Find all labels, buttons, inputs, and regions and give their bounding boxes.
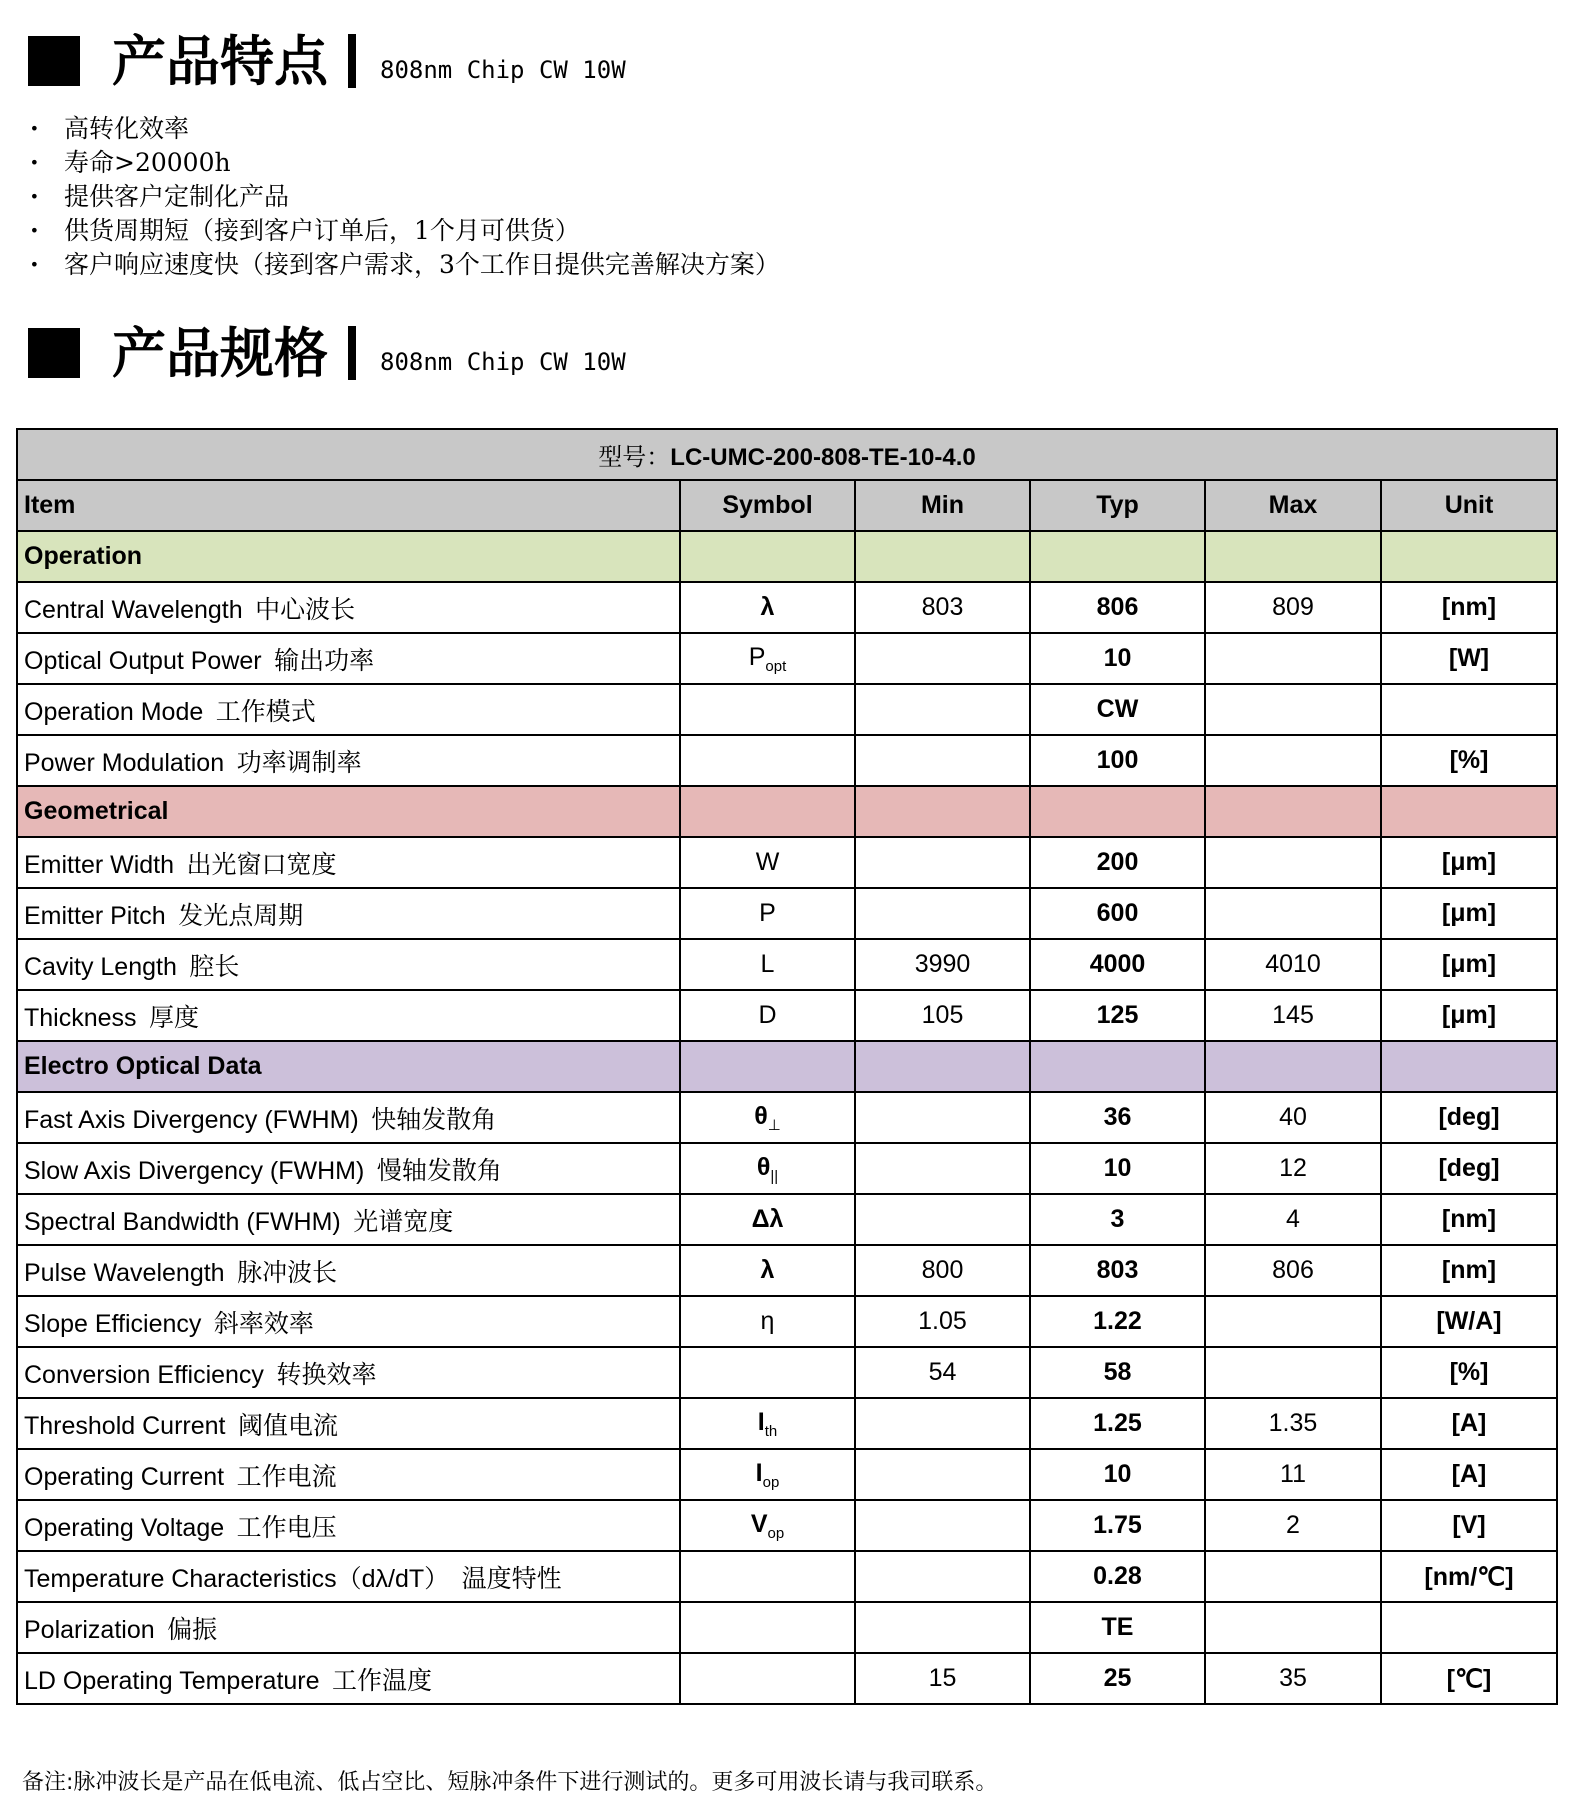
spec-row	[17, 1398, 1557, 1449]
title-divider	[348, 326, 356, 380]
min-cell: 803	[855, 582, 1030, 633]
typ-cell: 4000	[1030, 939, 1205, 990]
category-filler-cell	[1381, 786, 1557, 837]
spec-row	[17, 633, 1557, 684]
unit-cell	[1381, 1602, 1557, 1653]
item-name-zh: 工作模式	[215, 696, 316, 726]
item-name-en: Threshold Current	[24, 1411, 226, 1440]
max-cell	[1205, 888, 1381, 939]
unit-cell: [deg]	[1381, 1092, 1557, 1143]
symbol-subscript: ⊥	[767, 1116, 781, 1134]
symbol-cell	[680, 633, 855, 684]
item-name-zh: 温度特性	[461, 1563, 562, 1593]
min-cell	[855, 1143, 1030, 1194]
item-name-en: Operation Mode	[24, 697, 204, 726]
item-cell	[17, 837, 680, 888]
symbol-cell	[680, 1398, 855, 1449]
max-cell: 4010	[1205, 939, 1381, 990]
item-name-en: Operating Current	[24, 1462, 225, 1491]
unit-cell: [W]	[1381, 633, 1557, 684]
typ-cell: 10	[1030, 633, 1205, 684]
category-filler-cell	[855, 786, 1030, 837]
symbol-subscript: opt	[765, 657, 787, 675]
max-cell: 4	[1205, 1194, 1381, 1245]
max-cell	[1205, 837, 1381, 888]
typ-cell: 1.25	[1030, 1398, 1205, 1449]
category-filler-cell	[855, 531, 1030, 582]
category-filler-cell	[1205, 1041, 1381, 1092]
max-cell	[1205, 684, 1381, 735]
symbol-subscript: op	[762, 1473, 780, 1491]
footnote: 备注:脉冲波长是产品在低电流、低占空比、短脉冲条件下进行测试的。更多可用波长请与我司联系。	[22, 1770, 998, 1795]
item-name-en: Emitter Pitch	[24, 901, 166, 930]
max-cell: 40	[1205, 1092, 1381, 1143]
spec-row	[17, 1347, 1557, 1398]
spec-row	[17, 1449, 1557, 1500]
black-square-icon	[28, 36, 80, 86]
unit-cell: [nm]	[1381, 582, 1557, 633]
spec-row	[17, 1092, 1557, 1143]
item-cell	[17, 1449, 680, 1500]
typ-cell: 125	[1030, 990, 1205, 1041]
item-cell	[17, 1347, 680, 1398]
symbol-main: I	[755, 1458, 763, 1487]
symbol-cell	[680, 684, 855, 735]
symbol-cell	[680, 939, 855, 990]
unit-cell: [nm]	[1381, 1245, 1557, 1296]
max-cell: 2	[1205, 1500, 1381, 1551]
item-name-zh: 功率调制率	[236, 747, 362, 777]
item-name-en: LD Operating Temperature	[24, 1666, 320, 1695]
typ-cell: CW	[1030, 684, 1205, 735]
item-cell	[17, 633, 680, 684]
item-cell	[17, 735, 680, 786]
category-row	[17, 786, 1557, 837]
spec-row	[17, 1296, 1557, 1347]
symbol-cell	[680, 582, 855, 633]
item-name-zh: 工作电流	[236, 1461, 337, 1491]
max-cell: 35	[1205, 1653, 1381, 1704]
unit-cell: [μm]	[1381, 837, 1557, 888]
category-row	[17, 531, 1557, 582]
unit-cell: [nm]	[1381, 1194, 1557, 1245]
model-value: LC-UMC-200-808-TE-10-4.0	[670, 444, 976, 471]
features-list	[28, 112, 780, 282]
black-square-icon	[28, 328, 80, 378]
spec-row	[17, 1602, 1557, 1653]
item-name-en: Operating Voltage	[24, 1513, 225, 1542]
item-name-en: Pulse Wavelength	[24, 1258, 225, 1287]
item-name-en: Central Wavelength	[24, 595, 243, 624]
unit-cell: [μm]	[1381, 888, 1557, 939]
typ-cell: 1.22	[1030, 1296, 1205, 1347]
min-cell: 105	[855, 990, 1030, 1041]
unit-cell: [%]	[1381, 735, 1557, 786]
category-label: Geometrical	[17, 786, 680, 837]
symbol-subscript: th	[764, 1422, 778, 1440]
features-subtitle: 808nm Chip CW 10W	[380, 56, 626, 84]
model-label: 型号：	[598, 443, 671, 471]
max-cell	[1205, 735, 1381, 786]
item-cell	[17, 1500, 680, 1551]
unit-cell: [%]	[1381, 1347, 1557, 1398]
category-filler-cell	[1381, 531, 1557, 582]
min-cell: 800	[855, 1245, 1030, 1296]
category-filler-cell	[1030, 786, 1205, 837]
item-name-zh: 转换效率	[276, 1359, 377, 1389]
symbol-main: θ	[754, 1101, 768, 1130]
symbol-cell	[680, 1194, 855, 1245]
symbol-cell	[680, 1449, 855, 1500]
header-symbol: Symbol	[680, 480, 855, 531]
max-cell	[1205, 1551, 1381, 1602]
item-name-zh: 斜率效率	[213, 1308, 314, 1338]
symbol-main: P	[748, 642, 766, 671]
spec-row	[17, 684, 1557, 735]
symbol-main: λ	[760, 593, 775, 621]
symbol-cell	[680, 1296, 855, 1347]
min-cell	[855, 1500, 1030, 1551]
typ-cell: 100	[1030, 735, 1205, 786]
spec-table-body	[17, 531, 1557, 1704]
spec-title: 产品规格	[112, 321, 328, 385]
symbol-cell	[680, 735, 855, 786]
min-cell	[855, 684, 1030, 735]
typ-cell: 1.75	[1030, 1500, 1205, 1551]
item-name-zh: 工作电压	[236, 1512, 337, 1542]
min-cell: 1.05	[855, 1296, 1030, 1347]
spec-subtitle: 808nm Chip CW 10W	[380, 348, 626, 376]
item-cell	[17, 1653, 680, 1704]
category-filler-cell	[1030, 531, 1205, 582]
symbol-cell	[680, 1551, 855, 1602]
unit-cell: [nm/℃]	[1381, 1551, 1557, 1602]
symbol-cell	[680, 990, 855, 1041]
item-name-zh: 中心波长	[255, 594, 356, 624]
category-filler-cell	[1205, 786, 1381, 837]
max-cell	[1205, 633, 1381, 684]
item-name-en: Slope Efficiency	[24, 1309, 202, 1338]
min-cell	[855, 633, 1030, 684]
min-cell	[855, 1602, 1030, 1653]
item-name-en: Conversion Efficiency	[24, 1360, 264, 1389]
item-cell	[17, 1245, 680, 1296]
unit-cell: [V]	[1381, 1500, 1557, 1551]
symbol-main: D	[758, 1001, 777, 1029]
model-row	[17, 429, 1557, 480]
unit-cell: [μm]	[1381, 939, 1557, 990]
feature-item: · 寿命>20000h	[28, 146, 780, 180]
min-cell: 54	[855, 1347, 1030, 1398]
symbol-cell	[680, 837, 855, 888]
max-cell: 145	[1205, 990, 1381, 1041]
item-name-en: Power Modulation	[24, 748, 225, 777]
category-filler-cell	[680, 1041, 855, 1092]
spec-row	[17, 837, 1557, 888]
item-cell	[17, 939, 680, 990]
unit-cell: [A]	[1381, 1398, 1557, 1449]
unit-cell	[1381, 684, 1557, 735]
spec-row	[17, 1194, 1557, 1245]
typ-cell: 10	[1030, 1449, 1205, 1500]
category-filler-cell	[680, 531, 855, 582]
typ-cell: TE	[1030, 1602, 1205, 1653]
item-name-zh: 脉冲波长	[237, 1257, 338, 1287]
item-cell	[17, 1092, 680, 1143]
unit-cell: [W/A]	[1381, 1296, 1557, 1347]
symbol-main: Δλ	[751, 1205, 784, 1233]
symbol-main: W	[755, 848, 780, 876]
unit-cell: [℃]	[1381, 1653, 1557, 1704]
category-filler-cell	[1205, 531, 1381, 582]
item-name-en: Slow Axis Divergency (FWHM)	[24, 1156, 365, 1185]
unit-cell: [A]	[1381, 1449, 1557, 1500]
spec-table	[16, 428, 1558, 1705]
typ-cell: 25	[1030, 1653, 1205, 1704]
typ-cell: 803	[1030, 1245, 1205, 1296]
item-name-zh: 发光点周期	[178, 900, 304, 930]
symbol-cell	[680, 888, 855, 939]
item-cell	[17, 684, 680, 735]
spec-row	[17, 1500, 1557, 1551]
symbol-cell	[680, 1143, 855, 1194]
item-name-en: Thickness	[24, 1003, 137, 1032]
symbol-subscript: ||	[770, 1167, 779, 1185]
item-name-en: Fast Axis Divergency (FWHM)	[24, 1105, 359, 1134]
typ-cell: 0.28	[1030, 1551, 1205, 1602]
min-cell	[855, 1449, 1030, 1500]
symbol-main: L	[760, 950, 775, 978]
spec-row	[17, 1551, 1557, 1602]
category-label: Operation	[17, 531, 680, 582]
item-name-en: Cavity Length	[24, 952, 177, 981]
symbol-main: I	[757, 1407, 765, 1436]
category-filler-cell	[1381, 1041, 1557, 1092]
max-cell: 806	[1205, 1245, 1381, 1296]
typ-cell: 36	[1030, 1092, 1205, 1143]
item-name-en: Emitter Width	[24, 850, 175, 879]
symbol-main: θ	[756, 1152, 771, 1181]
features-title: 产品特点	[112, 29, 328, 93]
min-cell	[855, 735, 1030, 786]
max-cell	[1205, 1347, 1381, 1398]
feature-item: · 高转化效率	[28, 112, 780, 146]
spec-row	[17, 888, 1557, 939]
item-name-zh: 偏振	[167, 1614, 218, 1644]
item-cell	[17, 1194, 680, 1245]
category-label: Electro Optical Data	[17, 1041, 680, 1092]
header-max: Max	[1205, 480, 1381, 531]
min-cell	[855, 888, 1030, 939]
item-cell	[17, 1398, 680, 1449]
typ-cell: 3	[1030, 1194, 1205, 1245]
symbol-cell	[680, 1500, 855, 1551]
max-cell	[1205, 1296, 1381, 1347]
symbol-cell	[680, 1602, 855, 1653]
max-cell: 11	[1205, 1449, 1381, 1500]
typ-cell: 806	[1030, 582, 1205, 633]
symbol-main: P	[759, 899, 776, 927]
spec-row	[17, 1653, 1557, 1704]
max-cell: 1.35	[1205, 1398, 1381, 1449]
min-cell	[855, 837, 1030, 888]
spec-row	[17, 990, 1557, 1041]
min-cell	[855, 1398, 1030, 1449]
typ-cell: 600	[1030, 888, 1205, 939]
unit-cell: [μm]	[1381, 990, 1557, 1041]
item-name-zh: 慢轴发散角	[376, 1155, 502, 1185]
feature-item: · 客户响应速度快（接到客户需求，3个工作日提供完善解决方案）	[28, 248, 780, 282]
min-cell: 3990	[855, 939, 1030, 990]
header-min: Min	[855, 480, 1030, 531]
item-name-zh: 光谱宽度	[353, 1206, 454, 1236]
symbol-main: V	[750, 1509, 768, 1538]
category-filler-cell	[855, 1041, 1030, 1092]
typ-cell: 10	[1030, 1143, 1205, 1194]
symbol-cell	[680, 1347, 855, 1398]
item-name-zh: 阈值电流	[237, 1410, 338, 1440]
typ-cell: 200	[1030, 837, 1205, 888]
max-cell: 809	[1205, 582, 1381, 633]
unit-cell: [deg]	[1381, 1143, 1557, 1194]
max-cell: 12	[1205, 1143, 1381, 1194]
item-cell	[17, 1602, 680, 1653]
min-cell	[855, 1551, 1030, 1602]
model-cell	[17, 429, 1557, 480]
category-filler-cell	[680, 786, 855, 837]
feature-item: · 供货周期短（接到客户订单后，1个月可供货）	[28, 214, 780, 248]
item-cell	[17, 1551, 680, 1602]
min-cell	[855, 1194, 1030, 1245]
symbol-main: η	[760, 1307, 775, 1335]
item-cell	[17, 1296, 680, 1347]
symbol-cell	[680, 1245, 855, 1296]
spec-row	[17, 735, 1557, 786]
item-cell	[17, 990, 680, 1041]
typ-cell: 58	[1030, 1347, 1205, 1398]
item-name-en: Optical Output Power	[24, 646, 262, 675]
item-name-en: Spectral Bandwidth (FWHM)	[24, 1207, 341, 1236]
header-typ: Typ	[1030, 480, 1205, 531]
item-name-en: Polarization	[24, 1615, 155, 1644]
header-item: Item	[17, 480, 680, 531]
spec-row	[17, 939, 1557, 990]
symbol-cell	[680, 1653, 855, 1704]
column-header-row	[17, 480, 1557, 531]
item-name-en: Temperature Characteristics（dλ/dT）	[24, 1564, 450, 1593]
min-cell	[855, 1092, 1030, 1143]
spec-row	[17, 1245, 1557, 1296]
item-name-zh: 工作温度	[332, 1665, 433, 1695]
feature-item: · 提供客户定制化产品	[28, 180, 780, 214]
max-cell	[1205, 1602, 1381, 1653]
symbol-main: λ	[760, 1256, 775, 1284]
spec-row	[17, 1143, 1557, 1194]
category-row	[17, 1041, 1557, 1092]
item-cell	[17, 582, 680, 633]
symbol-cell	[680, 1092, 855, 1143]
spec-row	[17, 582, 1557, 633]
item-name-zh: 输出功率	[274, 645, 375, 675]
item-name-zh: 厚度	[149, 1002, 200, 1032]
item-name-zh: 腔长	[189, 951, 240, 981]
symbol-subscript: op	[767, 1524, 785, 1542]
header-unit: Unit	[1381, 480, 1557, 531]
item-name-zh: 快轴发散角	[371, 1104, 497, 1134]
min-cell: 15	[855, 1653, 1030, 1704]
item-name-zh: 出光窗口宽度	[186, 849, 337, 879]
title-divider	[348, 34, 356, 88]
category-filler-cell	[1030, 1041, 1205, 1092]
item-cell	[17, 1143, 680, 1194]
item-cell	[17, 888, 680, 939]
